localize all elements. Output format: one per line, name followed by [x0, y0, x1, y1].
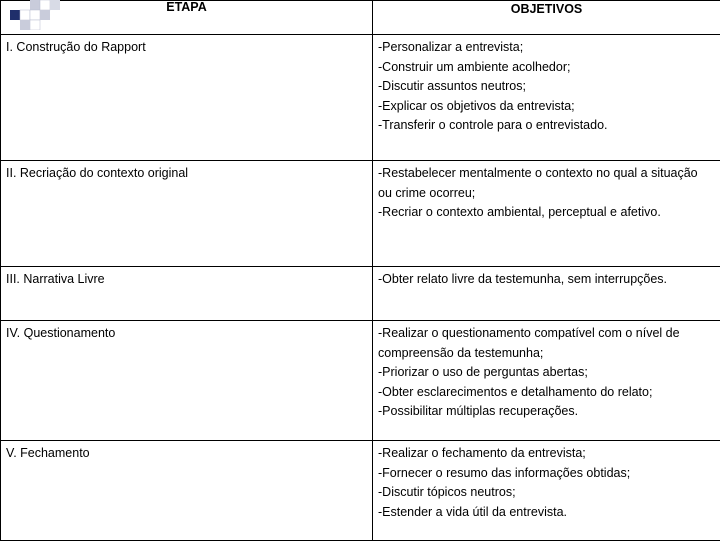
- objective-line: -Estender a vida útil da entrevista.: [378, 503, 714, 523]
- row-objetivos: [373, 35, 720, 161]
- row-etapa: I. Construção do Rapport: [1, 35, 373, 161]
- light-square-icon: [50, 0, 60, 10]
- objective-line: -Priorizar o uso de perguntas abertas;: [378, 363, 714, 383]
- light-square-icon: [30, 10, 40, 20]
- objective-line: -Fornecer o resumo das informações obtidas;: [378, 464, 714, 484]
- slide-corner-squares-decoration: [0, 0, 60, 30]
- row-etapa: III. Narrativa Livre: [1, 267, 373, 321]
- objective-line: -Restabelecer mentalmente o contexto no qual a situação ou crime ocorreu;: [378, 164, 714, 203]
- row-objetivos: [373, 267, 720, 321]
- row-objetivos: [373, 321, 720, 441]
- objective-line: -Obter esclarecimentos e detalhamento do relato;: [378, 383, 714, 403]
- objective-line: -Realizar o fechamento da entrevista;: [378, 444, 714, 464]
- table-row: [1, 267, 720, 321]
- light-square-icon: [20, 20, 30, 30]
- table-row: [1, 321, 720, 441]
- objective-line: -Possibilitar múltiplas recuperações.: [378, 402, 714, 422]
- row-etapa: II. Recriação do contexto original: [1, 161, 373, 267]
- row-objetivos: [373, 161, 720, 267]
- objective-line: -Transferir o controle para o entrevistado.: [378, 116, 714, 136]
- table-row: [1, 161, 720, 267]
- light-square-icon: [40, 0, 50, 10]
- row-etapa: IV. Questionamento: [1, 321, 373, 441]
- header-objetivos: OBJETIVOS: [373, 1, 720, 35]
- row-etapa: V. Fechamento: [1, 441, 373, 541]
- objective-line: -Explicar os objetivos da entrevista;: [378, 97, 714, 117]
- objective-line: -Personalizar a entrevista;: [378, 38, 714, 58]
- dark-square-icon: [10, 10, 20, 20]
- objective-line: -Realizar o questionamento compatível com o nível de compreensão da testemunha;: [378, 324, 714, 363]
- header-etapa: ETAPA: [1, 1, 373, 35]
- light-square-icon: [30, 0, 40, 10]
- table-header-row: [1, 1, 720, 35]
- light-square-icon: [30, 20, 40, 30]
- table-row: [1, 35, 720, 161]
- objective-line: -Obter relato livre da testemunha, sem interrupções.: [378, 270, 714, 290]
- light-square-icon: [20, 10, 30, 20]
- row-objetivos: [373, 441, 720, 541]
- light-square-icon: [40, 10, 50, 20]
- objective-line: -Recriar o contexto ambiental, perceptual e afetivo.: [378, 203, 714, 223]
- table-row: [1, 441, 720, 541]
- objective-line: -Discutir assuntos neutros;: [378, 77, 714, 97]
- objective-line: -Discutir tópicos neutros;: [378, 483, 714, 503]
- objective-line: -Construir um ambiente acolhedor;: [378, 58, 714, 78]
